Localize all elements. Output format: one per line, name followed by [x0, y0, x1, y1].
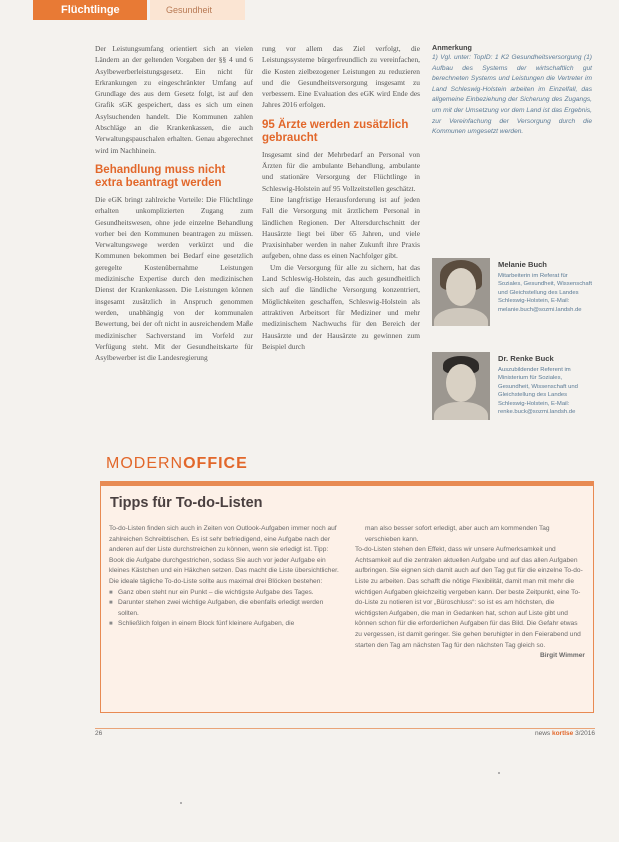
paragraph: Insgesamt sind der Mehrbedarf an Personal von Ärzten für die ambulante Behandlung, ambulante und stationäre Versorgung der Flüchtlinge in Schleswig-Holstein auf 95 Vollzeitstellen geschätzt.	[262, 149, 420, 193]
list-item: ■ Darunter stehen zwei wichtige Aufgaben, die ebenfalls erledigt werden sollten.	[109, 598, 339, 619]
section-logo: MODERNOFFICE	[106, 455, 248, 472]
page-number: 26	[95, 730, 103, 737]
paragraph: rung vor allem das Ziel verfolgt, die Leistungssysteme bürgerfreundlich zu vereinfachen, die Kosten zielbezogener Leistungen zu reduzieren und die Gesundheitsversorgung insgesamt zu verbessern. Eine Evaluation des eGK wird Ende des Jahres 2016 erfolgen.	[262, 44, 420, 110]
paragraph: To-do-Listen stehen den Effekt, dass wir unsere Aufmerksamkeit und Achtsamkeit auf die zentralen aktuellen Aufgabe und auf das allen Aufgaben aufbringen. Sie eignen sich damit auch auf den Tag gut für die einzelne To-do-Liste zu arbeiten. Das schafft die nötige Flexibilität, damit man mit mehr die wichtigen Aufgaben gleichzeitig vergeben kann. Der beste Zeitpunkt, eine To-do-Liste zu notieren ist vor „Büroschluss“: so ist es am höchsten, die wichtigsten Aufgaben, die man in Gedanken hat, schon auf Liste gibt und können schon für die erforderlichen Aufgaben für das Bild. Die Gefahr etwas zu vergessen, ist damit geringer. Sie gehen beruhigter in den Feierabend und starten den Tag am nächsten Tag für den nächsten Tag gleich so.	[355, 546, 583, 649]
page-footer	[95, 730, 595, 738]
box-column-2	[355, 524, 585, 662]
subsection-tab: Gesundheit	[150, 0, 245, 20]
author-card	[432, 352, 592, 432]
paragraph: Die eGK bringt zahlreiche Vorteile: Die Flüchtlinge erhalten unkomplizierten Zugang zum Gesundheitswesen, ohne jede einzelne Behandlung vorher bei den Kommunen beantragen zu müssen. Verwaltungswege werden verkürzt und die Kommunen bekommen bei Bedarf eine gesetzlich geregelte Kostenübernahme Leistungen medizinische Expertise durch den medizinischen Dienst der Krankenkassen. Die Leistungen können insgesamt zusätzlich in Anspruch genommen werden, unabhängig von der kommunalen Bewertung, bei der oft nicht in ausreichendem Maße medizinischer Sachverstand im Vorfeld zur Verfügung steht. Mit der Gesundheitskarte für Asylbewerber ist die Landesregierung	[95, 194, 253, 363]
paragraph: Die ideale tägliche To-do-Liste sollte aus maximal drei Blöcken bestehen:	[109, 577, 323, 585]
section-tab: Flüchtlinge	[33, 0, 147, 20]
author-card	[432, 258, 592, 338]
note-column	[432, 43, 592, 138]
subheading: Behandlung muss nicht extra beantragt werden	[95, 163, 226, 189]
note-heading: Anmerkung	[432, 43, 472, 52]
signature: Birgit Wimmer	[539, 652, 585, 660]
author-description: Auszubildender Referent im Ministerium für Soziales, Gesundheit, Wissenschaft und Gleichstellung des Landes Schleswig-Holstein, E-Mail: renke.buck@sozmi.landsh.de	[498, 367, 578, 416]
list-item: ■ Schließlich folgen in einem Block fünf kleinere Aufgaben, die	[109, 619, 339, 630]
page-header	[0, 0, 619, 20]
tips-box	[100, 481, 594, 713]
author-photo	[432, 258, 490, 326]
footer-rule	[95, 728, 595, 729]
author-photo	[432, 352, 490, 420]
article-column-2	[262, 43, 420, 352]
article-column-1	[95, 43, 253, 363]
paragraph: Der Leistungsumfang orientiert sich an vielen Ländern an der geltenden Vorgaben der §§ 4 und 6 Asylbewerberleistungsgesetz. Ein nicht für Erkrankungen zu eingeschränkter Umfang auf Grundlage des aus dem Gesetz folgt, ist auf den Grafik sGK gespeichert, dass es sich um einen Asylsuchenden handelt. Die Kommunen zahlen Abschläge an die Krankenkassen, die auch Verwaltungspauschalen erhalten. Genau abgerechnet wird im Nachhinein.	[95, 44, 253, 155]
paragraph: To-do-Listen finden sich auch in Zeiten von Outlook-Aufgaben immer noch auf zahlreichen Schreibtischen. Es ist sehr befriedigend, eine Aufgabe nach der anderen auf der Liste durchstreichen zu können, wenn sie erledigt ist. Tipp: Book die Aufgabe durchgestrichen, sodass Sie auch vor jeder Aufgabe ein kleines Kästchen und ein Häkchen setzen. Das macht die Liste übersichtlicher.	[109, 525, 339, 575]
author-name: Dr. Renke Buck	[498, 354, 554, 363]
paragraph: man also besser sofort erledigt, aber auch am kommenden Tag verschieben kann.	[365, 525, 550, 543]
scan-speck	[180, 802, 182, 804]
paragraph: Eine langfristige Herausforderung ist auf jeden Fall die Versorgung mit ärztlichem Personal in ländlichen Regionen. Der Altersdurchschnitt der Hausärzte liegt bei über 65 Jahren, und viele Praxisinhaber werden in naher Zukunft ihre Praxis aufgeben, ohne dass es einen Nachfolger gibt.	[262, 194, 420, 261]
author-name: Melanie Buch	[498, 260, 547, 269]
list-item: ■ Ganz oben steht nur ein Punkt – die wichtigste Aufgabe des Tages.	[109, 588, 339, 599]
scan-speck	[498, 772, 500, 774]
magazine-name: news kortlse 3/2016	[534, 730, 595, 737]
box-title: Tipps für To-do-Listen	[110, 495, 263, 511]
subheading: 95 Ärzte werden zusätzlich gebraucht	[262, 118, 409, 144]
author-description: Mitarbeiterin im Referat für Soziales, Gesundheit, Wissenschaft und Gleichstellung des Landes Schleswig-Holstein, E-Mail: melanie.buch@sozmi.landsh.de	[498, 273, 592, 313]
box-column-1	[109, 524, 339, 630]
note-text: 1) Vgl. unter: TopID: 1 K2 Gesundheitsversorgung (1) Aufbau des Systems der wirtschaftlich gut berechneten Systems und Leistungen die Vertreter im Land Schleswig-Holstein arbeiten im Einzelfall, das allgemeine Einbeziehung der Sicherung des Zugangs, um mit der Umsetzung vor dem Land ist das Ergebnis, zur Vereinfachung der Versorgung durch die Kommunen umgesetzt werden.	[432, 54, 592, 136]
paragraph: Um die Versorgung für alle zu sichern, hat das Land Schleswig-Holstein, das auch gesundheitlich sich auf die ländliche Versorgung konzentriert, Möglichkeiten geschaffen, Schleswig-Holstein als attraktiven Arbeitsort für Mediziner und mehr medizinischem Nachwuchs für den Bereich der Hausärzte und der Hausärzte zu gewinnen zum Beispiel durch	[262, 262, 420, 351]
